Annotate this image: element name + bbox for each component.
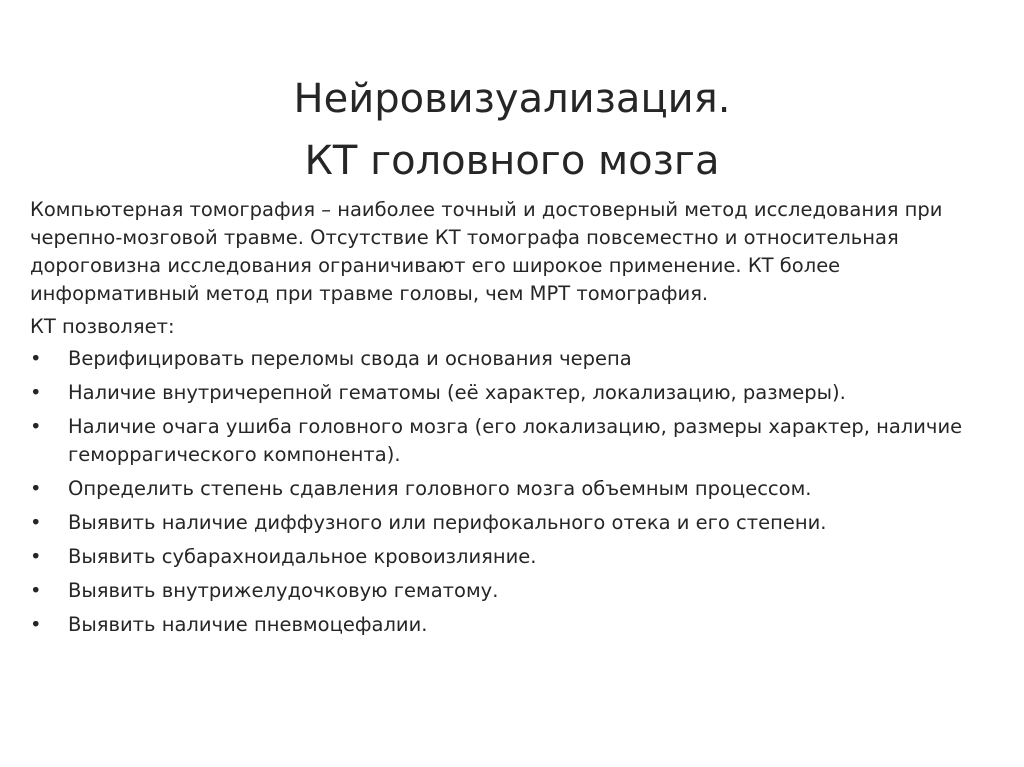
bullet-icon: • [30,613,42,636]
bullet-text: Выявить субарахноидальное кровоизлияние. [68,545,537,568]
slide-title [0,68,1024,192]
bullet-text: Наличие очага ушиба головного мозга (его локализацию, размеры характер, наличие геморрагического компонента). [68,415,963,466]
bullet-text: Выявить наличие диффузного или перифокального отека и его степени. [68,511,827,534]
bullet-item [30,379,1000,407]
bullet-icon: • [30,347,42,370]
bullet-text: Наличие внутричерепной гематомы (её характер, локализацию, размеры). [68,381,846,404]
bullet-list [30,345,1000,639]
bullet-text: Верифицировать переломы свода и основания черепа [68,347,632,370]
bullet-item [30,577,1000,605]
bullet-icon: • [30,415,42,438]
bullet-text: Определить степень сдавления головного мозга объемным процессом. [68,477,812,500]
bullet-item [30,345,1000,373]
bullet-item [30,509,1000,537]
bullet-icon: • [30,579,42,602]
bullet-text: Выявить внутрижелудочковую гематому. [68,579,499,602]
bullet-icon: • [30,511,42,534]
slide-title-line-2: КТ головного мозга [304,138,720,184]
bullet-item [30,611,1000,639]
bullet-item [30,475,1000,503]
allows-label: КТ позволяет: [30,315,175,338]
bullet-icon: • [30,545,42,568]
slide-title-line-1: Нейровизуализация. [293,76,731,122]
slide-body [30,196,1000,645]
bullet-text: Выявить наличие пневмоцефалии. [68,613,428,636]
bullet-icon: • [30,381,42,404]
intro-paragraph: Компьютерная томография – наиболее точный и достоверный метод исследования при черепно-мозговой травме. Отсутствие КТ томографа повсеместно и относительная дороговизна исследования ограничивают его широкое применение. КТ более информативный метод при травме головы, чем МРТ томография. [30,198,943,305]
bullet-item [30,413,1000,469]
bullet-icon: • [30,477,42,500]
bullet-item [30,543,1000,571]
